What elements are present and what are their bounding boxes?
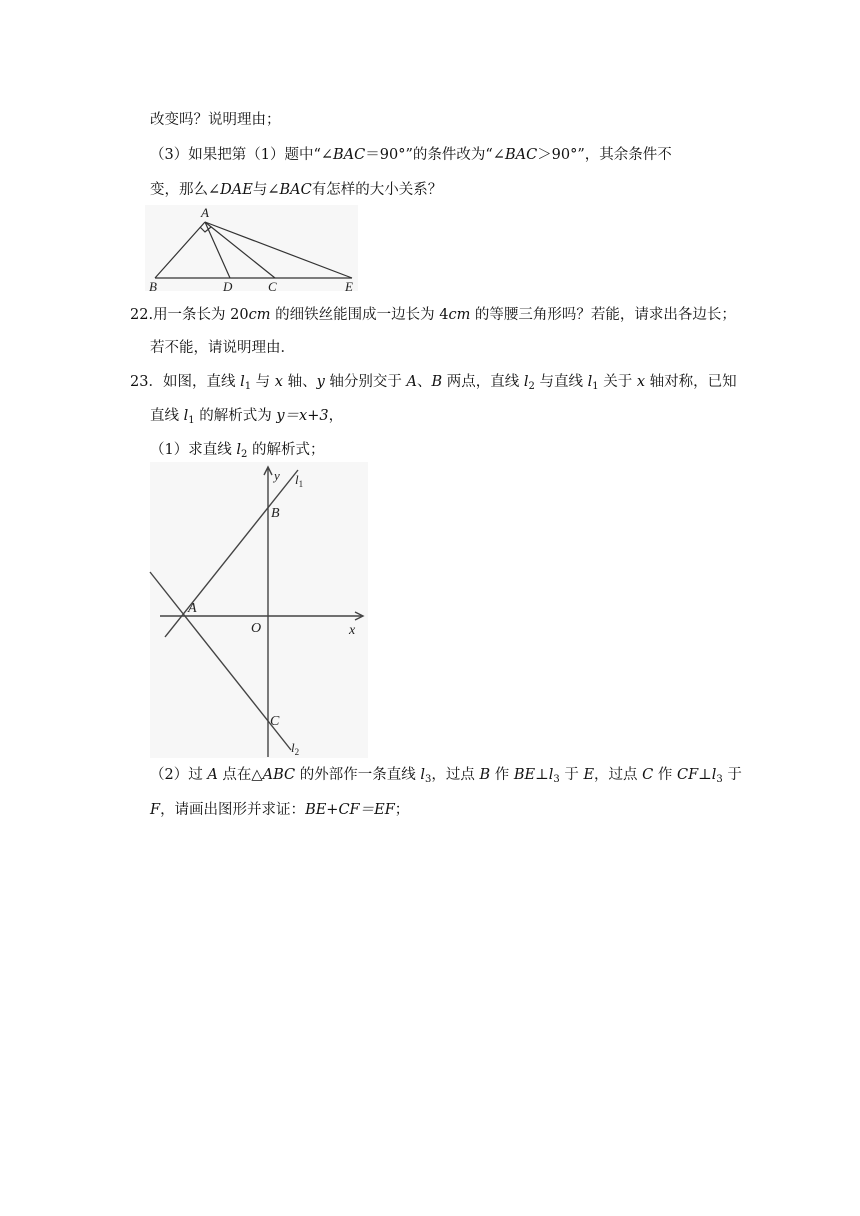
q23-part2-line1: （2）过 A 点在△ABC 的外部作一条直线 $l_3$，过点 B 作 $BE\perp l_3$ 于 E，过点 C 作 $CF\perp l_3$ 于	[150, 767, 742, 785]
label-l2: $l_2$	[291, 740, 300, 757]
label-b: B	[149, 279, 157, 294]
q21-part3-line2: 变，那么∠DAE与∠BAC有怎样的大小关系？	[150, 182, 443, 198]
label-a: A	[201, 205, 209, 220]
label-o: O	[251, 621, 262, 636]
q23-line2: 直线 $l_1$ 的解析式为 y＝x+3，	[150, 408, 344, 426]
label-c: C	[270, 714, 280, 729]
q21-line-top: 改变吗？说明理由；	[150, 112, 281, 128]
label-c: C	[268, 279, 277, 294]
label-d: D	[223, 279, 233, 294]
triangle-figure	[145, 205, 360, 293]
q21-part3-line1: （3）如果把第（1）题中“∠BAC＝90°”的条件改为“∠BAC＞90°”，其余条件不	[150, 147, 672, 163]
q22-line2: 若不能，请说明理由．	[150, 340, 295, 356]
q23-part2-line2: F，请画出图形并求证：BE+CF＝EF；	[150, 802, 410, 818]
label-e: E	[345, 279, 353, 294]
coordinate-figure	[150, 462, 370, 760]
label-a: A	[188, 601, 197, 616]
figure-background	[150, 462, 368, 758]
q23-line1: 23．如图，直线 $l_1$ 与 x 轴、y 轴分别交于 A、B 两点，直线 $l_2$ 与直线 $l_1$ 关于 x 轴对称，已知	[130, 374, 737, 392]
label-b: B	[271, 506, 280, 521]
label-x: x	[349, 623, 356, 638]
q23-part1: （1）求直线 $l_2$ 的解析式；	[150, 442, 325, 460]
label-l1: $l_1$	[295, 472, 304, 489]
label-y: y	[274, 468, 280, 483]
q22-line1: 22.用一条长为 20cm 的细铁丝能围成一边长为 4cm 的等腰三角形吗？若能，请求出各边长；	[130, 307, 736, 323]
